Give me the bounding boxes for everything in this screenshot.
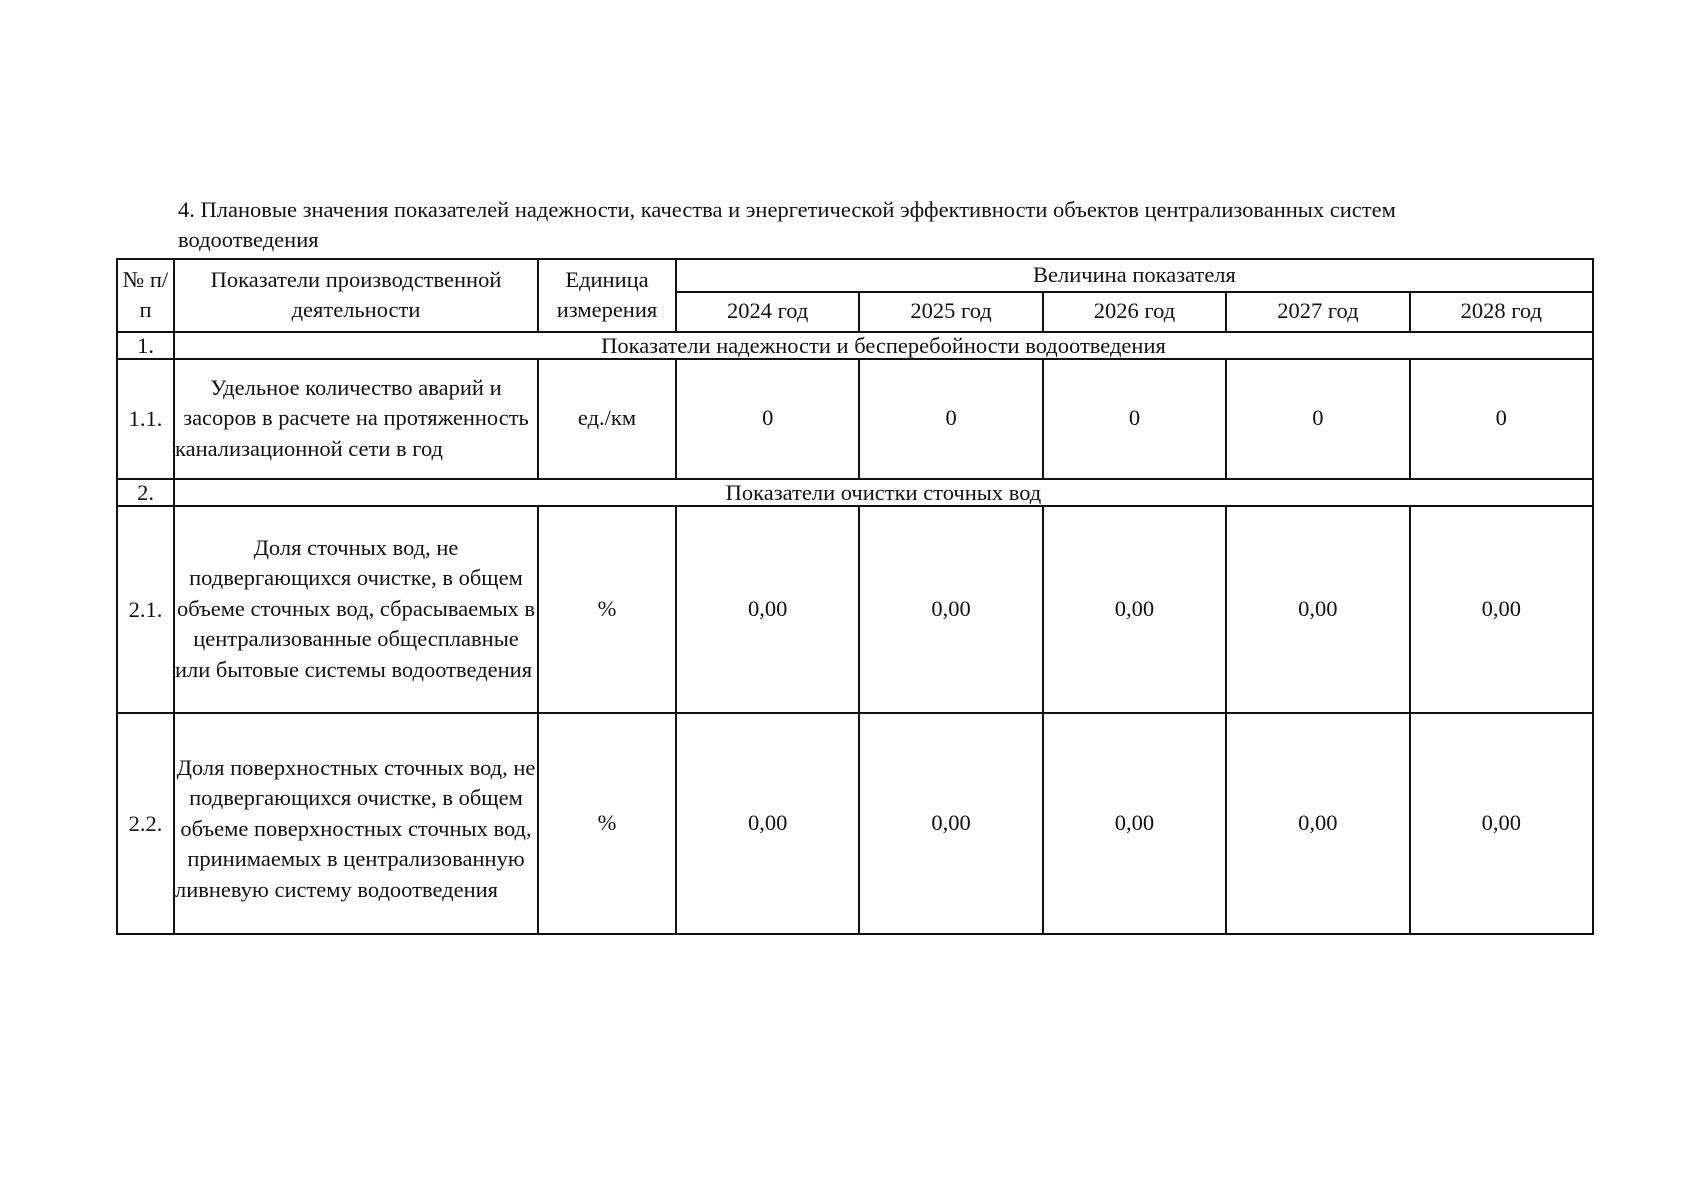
row-indicator-name: Доля поверхностных сточных вод, не подвергающихся очистке, в общем объеме поверхностных сточных вод, принимаемых в централизованную ливневую систему водоотведения [174, 713, 538, 934]
row-value: 0 [1410, 359, 1593, 479]
header-num: № п/п [117, 259, 174, 332]
header-indicator: Показатели производственной деятельности [174, 259, 538, 332]
table-row [117, 506, 1593, 713]
row-unit: ед./км [538, 359, 676, 479]
section-num: 1. [117, 332, 174, 359]
row-value: 0,00 [1043, 713, 1226, 934]
header-row [117, 259, 1593, 292]
row-value: 0,00 [1410, 713, 1593, 934]
header-year: 2026 год [1043, 292, 1226, 332]
table-caption: 4. Плановые значения показателей надежности, качества и энергетической эффективности объектов централизованных систем водоотведения [178, 197, 1396, 252]
row-value: 0,00 [1410, 506, 1593, 713]
section-num: 2. [117, 479, 174, 506]
row-value: 0,00 [676, 713, 859, 934]
section-row [117, 479, 1593, 506]
row-value: 0,00 [1226, 713, 1409, 934]
header-year: 2024 год [676, 292, 859, 332]
table-row [117, 359, 1593, 479]
header-year: 2027 год [1226, 292, 1409, 332]
row-value: 0 [1043, 359, 1226, 479]
row-value: 0,00 [676, 506, 859, 713]
header-year: 2025 год [859, 292, 1042, 332]
header-year: 2028 год [1410, 292, 1593, 332]
row-value: 0,00 [859, 506, 1042, 713]
table-row [117, 713, 1593, 934]
row-value: 0,00 [1043, 506, 1226, 713]
row-unit: % [538, 506, 676, 713]
header-unit: Единица измерения [538, 259, 676, 332]
row-value: 0 [1226, 359, 1409, 479]
section-title: Показатели надежности и бесперебойности водоотведения [174, 332, 1593, 359]
row-indicator-name: Доля сточных вод, не подвергающихся очистке, в общем объеме сточных вод, сбрасываемых в централизованные общесплавные или бытовые системы водоотведения [174, 506, 538, 713]
header-value-group: Величина показателя [676, 259, 1593, 292]
row-value: 0,00 [859, 713, 1042, 934]
row-num: 1.1. [117, 359, 174, 479]
section-row [117, 332, 1593, 359]
row-num: 2.2. [117, 713, 174, 934]
section-title: Показатели очистки сточных вод [174, 479, 1593, 506]
indicators-table [116, 258, 1594, 935]
row-unit: % [538, 713, 676, 934]
row-num: 2.1. [117, 506, 174, 713]
row-value: 0 [859, 359, 1042, 479]
row-value: 0 [676, 359, 859, 479]
row-value: 0,00 [1226, 506, 1409, 713]
row-indicator-name: Удельное количество аварий и засоров в расчете на протяженность канализационной сети в год [174, 359, 538, 479]
